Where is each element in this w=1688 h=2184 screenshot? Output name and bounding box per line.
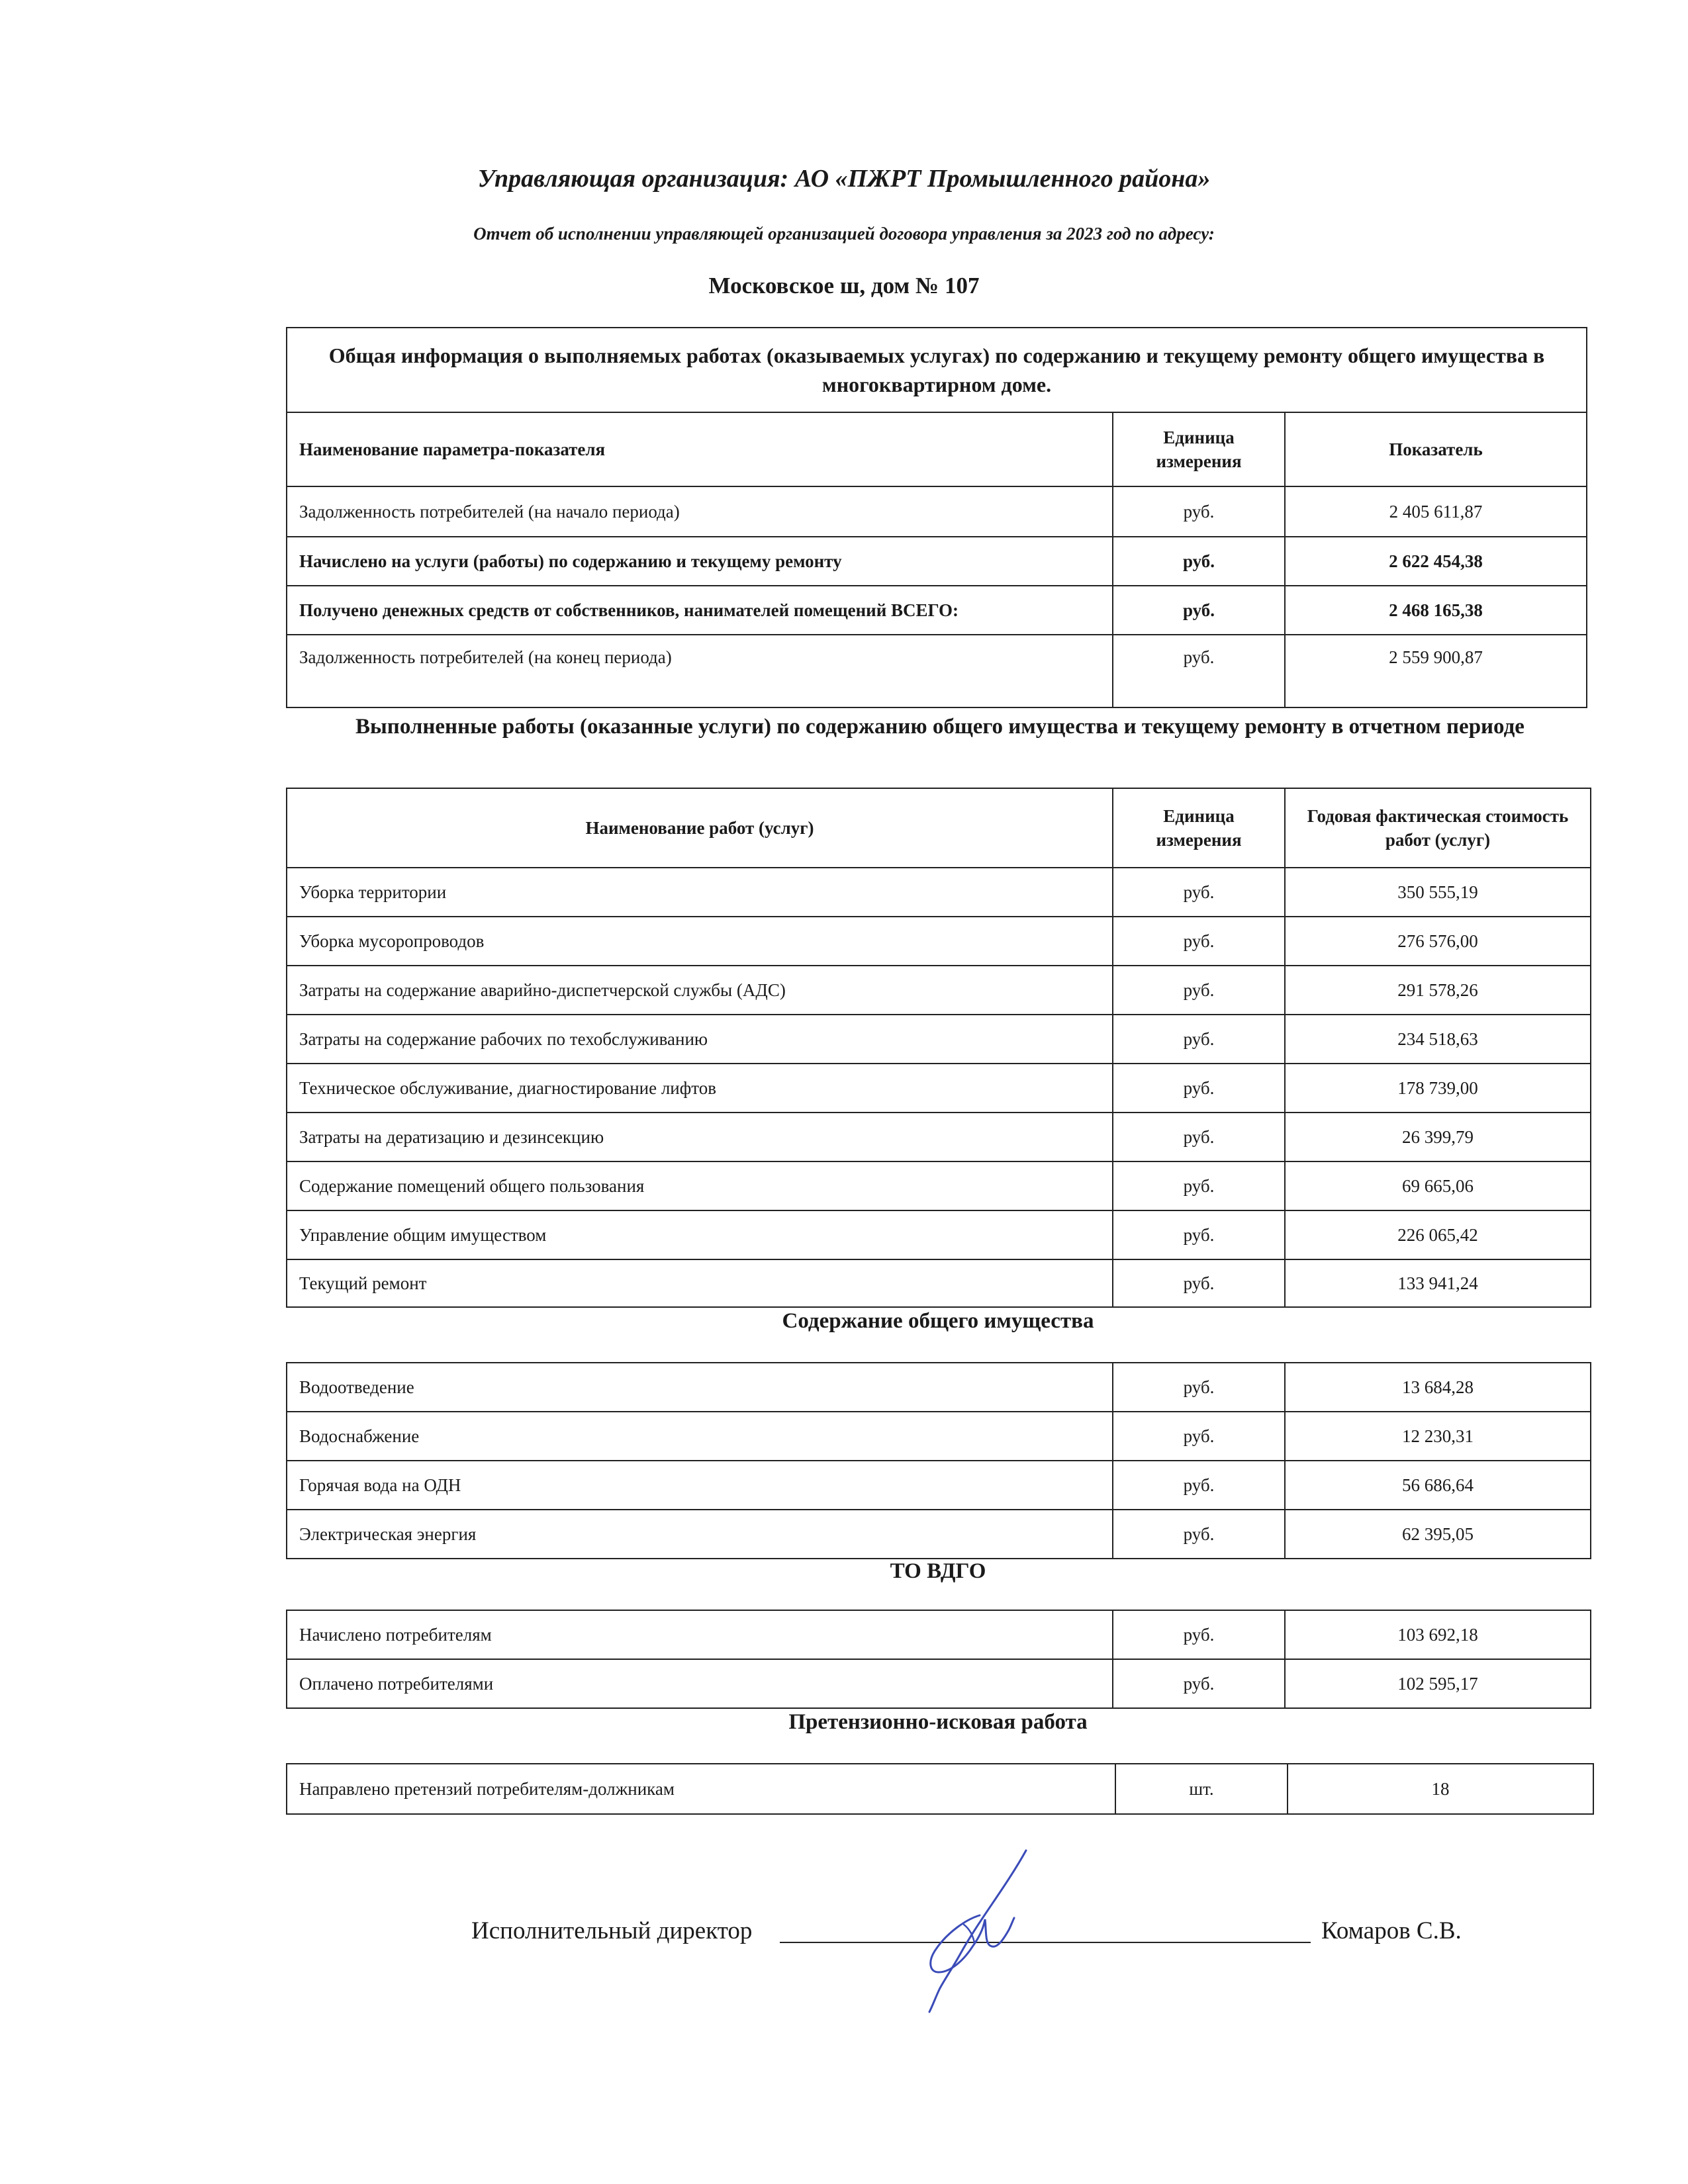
general-info-table — [286, 327, 1587, 708]
row-name: Получено денежных средств от собственников, нанимателей помещений ВСЕГО: — [287, 586, 1113, 635]
row-value: 2 405 611,87 — [1285, 486, 1587, 537]
row-unit: руб. — [1113, 1161, 1285, 1210]
row-value: 234 518,63 — [1285, 1015, 1591, 1064]
table-row — [287, 1113, 1591, 1161]
row-unit: руб. — [1113, 1064, 1285, 1113]
row-name: Оплачено потребителями — [287, 1659, 1113, 1708]
row-unit: руб. — [1113, 868, 1285, 917]
row-value: 350 555,19 — [1285, 868, 1591, 917]
common-property-table — [286, 1362, 1591, 1559]
table-row — [287, 1259, 1591, 1307]
row-name: Текущий ремонт — [287, 1259, 1113, 1307]
row-name: Техническое обслуживание, диагностирование лифтов — [287, 1064, 1113, 1113]
row-name: Водоотведение — [287, 1363, 1113, 1412]
works-table — [286, 788, 1591, 1308]
row-name: Направлено претензий потребителям-должникам — [287, 1764, 1115, 1814]
row-name: Затраты на дератизацию и дезинсекцию — [287, 1113, 1113, 1161]
table-row — [287, 1510, 1591, 1559]
row-value: 103 692,18 — [1285, 1610, 1591, 1659]
row-value: 62 395,05 — [1285, 1510, 1591, 1559]
table-row — [287, 635, 1587, 707]
row-unit: руб. — [1113, 1610, 1285, 1659]
row-name: Задолженность потребителей (на начало периода) — [287, 486, 1113, 537]
column-header-unit: Единица измерения — [1113, 788, 1285, 868]
row-name: Электрическая энергия — [287, 1510, 1113, 1559]
table-row — [287, 1064, 1591, 1113]
row-unit: руб. — [1113, 537, 1285, 586]
row-unit: руб. — [1113, 1363, 1285, 1412]
row-unit: руб. — [1113, 1015, 1285, 1064]
row-unit: руб. — [1113, 586, 1285, 635]
row-value: 2 468 165,38 — [1285, 586, 1587, 635]
row-value: 56 686,64 — [1285, 1461, 1591, 1510]
row-name: Затраты на содержание аварийно-диспетчерской службы (АДС) — [287, 966, 1113, 1015]
row-unit: руб. — [1113, 1210, 1285, 1259]
row-name: Начислено потребителям — [287, 1610, 1113, 1659]
signatory-name: Комаров С.В. — [1321, 1917, 1462, 1944]
row-value: 102 595,17 — [1285, 1659, 1591, 1708]
column-header-work-name: Наименование работ (услуг) — [287, 788, 1113, 868]
general-info-caption: Общая информация о выполняемых работах (оказываемых услугах) по содержанию и текущему ремонту общего имущества в многоквартирном доме. — [287, 328, 1587, 412]
row-unit: руб. — [1113, 635, 1285, 707]
row-value: 2 559 900,87 — [1285, 635, 1587, 707]
row-value: 13 684,28 — [1285, 1363, 1591, 1412]
row-unit: руб. — [1113, 486, 1285, 537]
row-unit: руб. — [1113, 917, 1285, 966]
organization-title: Управляющая организация: АО «ПЖРТ Промышленного района» — [477, 165, 1211, 193]
table-row — [287, 868, 1591, 917]
row-name: Горячая вода на ОДН — [287, 1461, 1113, 1510]
address-title: Московское ш, дом № 107 — [708, 273, 980, 298]
table-row — [287, 1210, 1591, 1259]
row-value: 2 622 454,38 — [1285, 537, 1587, 586]
row-unit: руб. — [1113, 1659, 1285, 1708]
row-unit: руб. — [1113, 1510, 1285, 1559]
table-row — [287, 1764, 1593, 1814]
table-row — [287, 1363, 1591, 1412]
row-value: 291 578,26 — [1285, 966, 1591, 1015]
report-title: Отчет об исполнении управляющей организацией договора управления за 2023 год по адресу: — [473, 224, 1215, 244]
column-header-parameter: Наименование параметра-показателя — [287, 412, 1113, 486]
row-value: 133 941,24 — [1285, 1259, 1591, 1307]
row-name: Содержание помещений общего пользования — [287, 1161, 1113, 1210]
vdgo-heading: ТО ВДГО — [890, 1559, 986, 1583]
row-value: 178 739,00 — [1285, 1064, 1591, 1113]
column-header-value: Показатель — [1285, 412, 1587, 486]
table-row — [287, 586, 1587, 635]
row-value: 226 065,42 — [1285, 1210, 1591, 1259]
table-row — [287, 1610, 1591, 1659]
table-row — [287, 966, 1591, 1015]
row-unit: шт. — [1115, 1764, 1288, 1814]
row-value: 69 665,06 — [1285, 1161, 1591, 1210]
row-value: 26 399,79 — [1285, 1113, 1591, 1161]
row-name: Управление общим имуществом — [287, 1210, 1113, 1259]
table-row — [287, 1015, 1591, 1064]
claims-heading: Претензионно-исковая работа — [788, 1710, 1088, 1734]
table-row — [287, 1161, 1591, 1210]
common-property-heading: Содержание общего имущества — [782, 1309, 1094, 1333]
column-header-annual-cost: Годовая фактическая стоимость работ (услуг) — [1285, 788, 1591, 868]
works-heading: Выполненные работы (оказанные услуги) по содержанию общего имущества и текущему ремонту в отчетном периоде — [355, 715, 1524, 739]
row-name: Уборка территории — [287, 868, 1113, 917]
column-header-unit: Единица измерения — [1113, 412, 1285, 486]
table-row — [287, 1659, 1591, 1708]
table-row — [287, 1461, 1591, 1510]
row-name: Задолженность потребителей (на конец периода) — [287, 635, 1113, 707]
vdgo-table — [286, 1610, 1591, 1709]
table-row — [287, 1412, 1591, 1461]
row-name: Уборка мусоропроводов — [287, 917, 1113, 966]
row-value: 18 — [1288, 1764, 1593, 1814]
table-row — [287, 537, 1587, 586]
row-value: 12 230,31 — [1285, 1412, 1591, 1461]
row-unit: руб. — [1113, 966, 1285, 1015]
handwritten-signature — [900, 1846, 1053, 2019]
claims-table — [286, 1763, 1594, 1815]
row-name: Начислено на услуги (работы) по содержанию и текущему ремонту — [287, 537, 1113, 586]
row-unit: руб. — [1113, 1461, 1285, 1510]
row-value: 276 576,00 — [1285, 917, 1591, 966]
row-unit: руб. — [1113, 1113, 1285, 1161]
table-row — [287, 486, 1587, 537]
row-name: Водоснабжение — [287, 1412, 1113, 1461]
row-name: Затраты на содержание рабочих по техобслуживанию — [287, 1015, 1113, 1064]
table-row — [287, 917, 1591, 966]
row-unit: руб. — [1113, 1259, 1285, 1307]
signature-title: Исполнительный директор — [471, 1917, 753, 1944]
row-unit: руб. — [1113, 1412, 1285, 1461]
